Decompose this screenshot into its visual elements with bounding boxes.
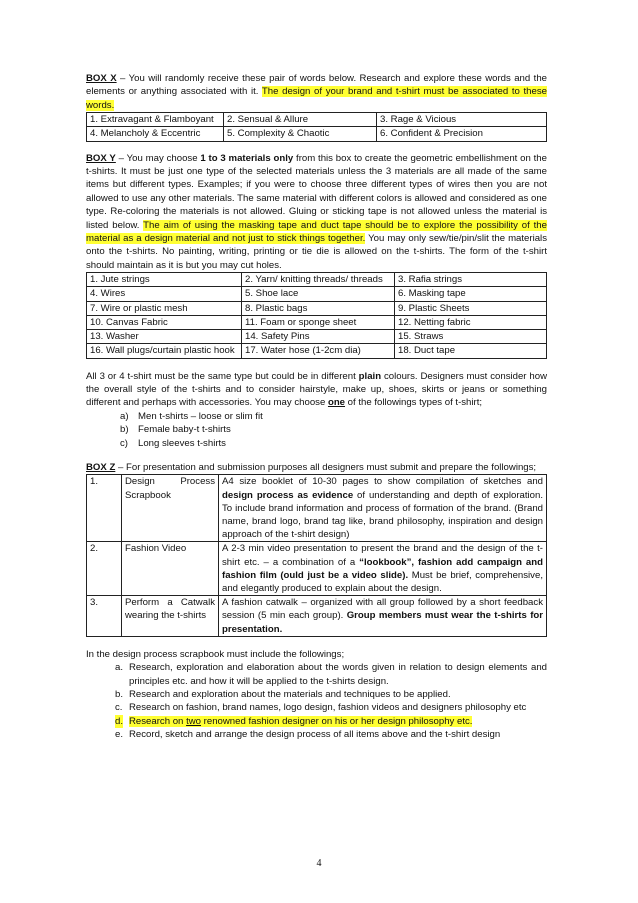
table-row: 1. Jute strings 2. Yarn/ knitting threads/ threads 3. Rafia strings bbox=[87, 273, 547, 287]
document-page bbox=[86, 72, 547, 742]
table-row: 1. Design Process Scrapbook A4 size booklet of 10-30 pages to show compilation of sketches and design process as evidence of understanding and depth of exploration. To include brand information and process of formation of the brand. (Brand name, brand logo, brand tag like, brand philosophy, inspiration and design approach of the t-shirt design) bbox=[87, 475, 547, 542]
list-item: a. Research, exploration and elaboration about the words given in relation to design elements and principles etc. and how it will be applied to the t-shirts design. bbox=[115, 662, 547, 687]
table-row: 4. Wires 5. Shoe lace 6. Masking tape bbox=[87, 287, 547, 301]
table-row: 4. Melancholy & Eccentric 5. Complexity & Chaotic 6. Confident & Precision bbox=[87, 127, 547, 141]
box-x-table bbox=[86, 112, 547, 141]
table-row: 2. Fashion Video A 2-3 min video presentation to present the brand and the design of the t-shirt etc. – a combination of a “lookbook”, fashion add campaign and fashion film (ould just be a video slide). Must be brief, comprehensive, and elegantly produced to explain about the design. bbox=[87, 542, 547, 596]
scrapbook-list bbox=[86, 661, 547, 741]
table-row: 3. Perform a Catwalk wearing the t-shirts A fashion catwalk – organized with all group followed by a short feedback session (5 min each group). Group members must wear the t-shirts for presentation. bbox=[87, 596, 547, 637]
list-item: d. Research on two renowned fashion designer on his or her design philosophy etc. bbox=[115, 715, 473, 727]
box-z-label: BOX Z bbox=[86, 461, 116, 473]
box-x-highlight: The design of your brand and t-shirt must be associated to these words. bbox=[86, 86, 547, 111]
list-item: b) Female baby-t t-shirts bbox=[120, 424, 231, 436]
scrapbook-intro: In the design process scrapbook must include the followings; bbox=[86, 648, 345, 660]
table-row: 13. Washer 14. Safety Pins 15. Straws bbox=[87, 330, 547, 344]
box-y-highlight: The aim of using the masking tape and duct tape should be to explore the possibility of the material as a design material and not just to stick things together. bbox=[86, 219, 547, 245]
box-x-label: BOX X bbox=[86, 73, 117, 84]
box-z-paragraph: BOX Z – For presentation and submission purposes all designers must submit and prepare the followings; bbox=[86, 461, 537, 473]
table-row: 7. Wire or plastic mesh 8. Plastic bags 9. Plastic Sheets bbox=[87, 301, 547, 315]
box-x-paragraph: BOX X – You will randomly receive these pair of words below. Research and explore these words and the elements or anything associated with it. The design of your brand and t-shirt must be associated to these words. bbox=[86, 73, 547, 111]
box-y-label: BOX Y bbox=[86, 152, 116, 164]
box-y-table bbox=[86, 272, 547, 358]
page-number: 4 bbox=[316, 858, 322, 869]
tshirt-paragraph: All 3 or 4 t-shirt must be the same type but could be in different plain colours. Designers must consider how the overall style of the t-shirts and to consider hairstyle, make up, shoes, skirts or jeans or something different and perhaps with accessories. You may choose one of the followings types of t-shirt; bbox=[86, 370, 548, 409]
table-row: 16. Wall plugs/curtain plastic hook 17. Water hose (1-2cm dia) 18. Duct tape bbox=[87, 344, 547, 358]
box-z-table bbox=[86, 474, 547, 636]
list-item: e. Record, sketch and arrange the design process of all items above and the t-shirt design bbox=[115, 729, 501, 741]
list-item: c. Research on fashion, brand names, logo design, fashion videos and designers philosophy etc bbox=[115, 702, 527, 714]
list-item: a) Men t-shirts – loose or slim fit bbox=[120, 410, 263, 422]
table-row: 1. Extravagant & Flamboyant 2. Sensual & Allure 3. Rage & Vicious bbox=[87, 113, 547, 127]
box-y-paragraph: BOX Y – You may choose 1 to 3 materials only from this box to create the geometric embellishment on the t-shirts. It must be just one type of the selected materials unless the 3 materials are all made of the same items but different types. Examples; if you were to choose three different types of wires then you are not allowed to use any other materials. The same material with different colors is allowed and considered as one type. Re-coloring the materials is not allowed. Gluing or sticking tape is not allowed unless the material is listed below. The aim of using the masking tape and duct tape should be to explore the possibility of the material as a design material and not just to stick things together. You may only sew/tie/pin/slit the materials onto the t-shirts. No painting, writing, printing or tie die is allowed on the t-shirts. The form of the t-shirt should maintain as it is but you may cut holes. bbox=[86, 152, 547, 271]
tshirt-type-list bbox=[86, 410, 547, 450]
table-row: 10. Canvas Fabric 11. Foam or sponge sheet 12. Netting fabric bbox=[87, 315, 547, 329]
list-item: b. Research and exploration about the materials and techniques to be applied. bbox=[115, 689, 451, 700]
list-item: c) Long sleeves t-shirts bbox=[120, 437, 226, 449]
